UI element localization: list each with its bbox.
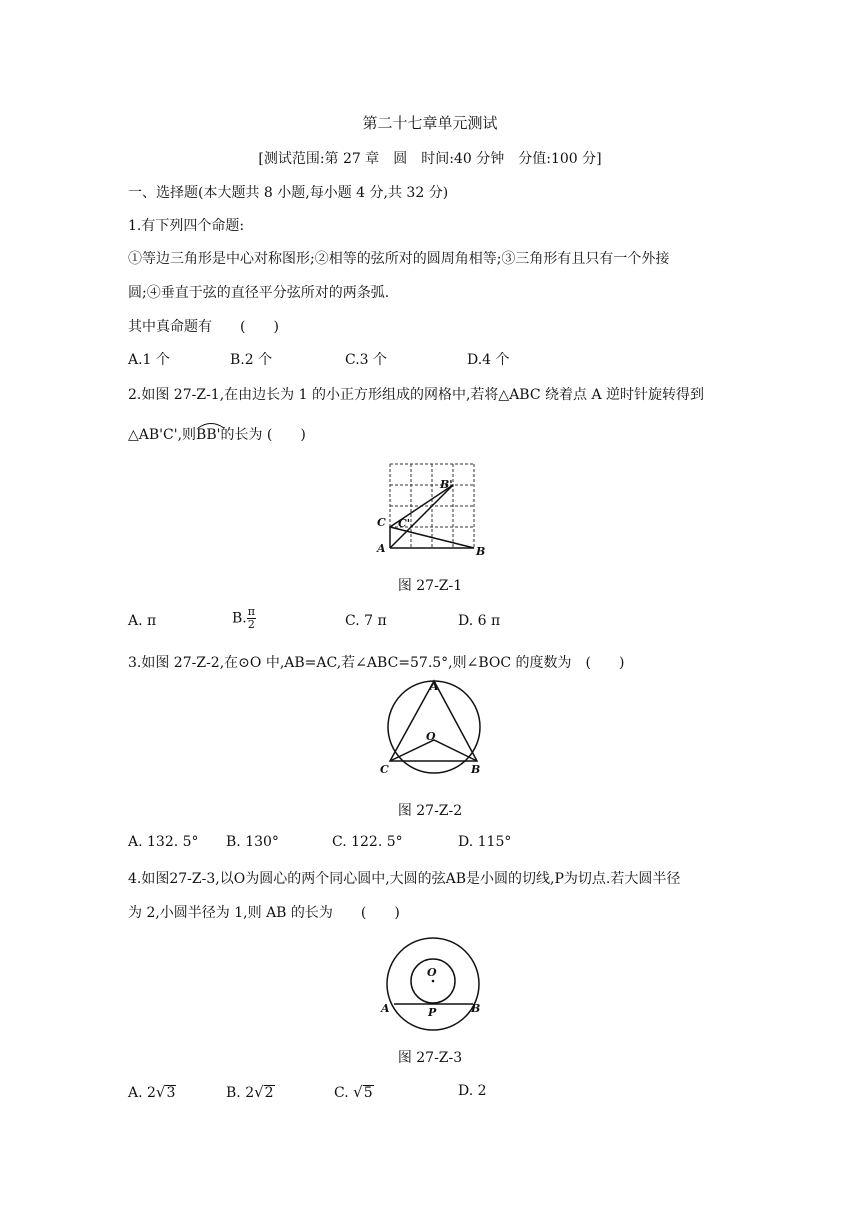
fig2-label-a: A [430, 680, 439, 693]
q4-option-c [334, 1083, 374, 1101]
fig3-label-a: A [381, 1002, 390, 1015]
q2-option-a: A. π [128, 613, 157, 629]
fig1-label-c: C [377, 516, 386, 529]
fig3-label-b: B [471, 1002, 481, 1015]
radicand: 2 [264, 1085, 274, 1101]
q1-line2: 圆;④垂直于弦的直径平分弦所对的两条弧. [128, 285, 390, 301]
sqrt-sign: √ [155, 1083, 166, 1101]
q4-line2: 为 2,小圆半径为 1,则 AB 的长为 ( ) [128, 905, 400, 921]
q1-option-b: B.2 个 [230, 352, 273, 368]
fig1-label-b-prime: B' [440, 478, 453, 491]
fig2-label-o: O [426, 730, 436, 743]
sqrt-sign: √ [254, 1083, 264, 1101]
q1-option-a: A.1 个 [128, 352, 170, 368]
q1-option-d: D.4 个 [467, 352, 510, 368]
figure-27-z-1-caption: 图 27-Z-1 [397, 578, 463, 594]
figure-27-z-2 [374, 678, 494, 778]
q4-option-b-prefix: B. 2 [226, 1085, 255, 1101]
q2-line2 [128, 424, 306, 444]
q2-option-b-prefix: B. [232, 610, 247, 627]
q1-line1: ①等边三角形是中心对称图形;②相等的弦所对的圆周角相等;③三角形有且只有一个外接 [128, 251, 670, 267]
figure-27-z-3 [374, 932, 494, 1032]
fig3-label-p: P [428, 1006, 437, 1019]
q2-option-b [232, 606, 256, 631]
q4-stem: 4.如图27-Z-3,以O为圆心的两个同心圆中,大圆的弦AB是小圆的切线,P为切点.若大圆半径 [128, 871, 681, 887]
center-point [432, 980, 435, 983]
q1-option-c: C.3 个 [345, 352, 388, 368]
q3-option-d: D. 115° [458, 834, 512, 850]
q3-stem: 3.如图 27-Z-2,在⊙O 中,AB=AC,若∠ABC=57.5°,则∠BOC 的度数为 ( ) [128, 655, 625, 671]
q4-option-b [226, 1083, 275, 1101]
page-title: 第二十七章单元测试 [362, 114, 498, 132]
arc-label: BB' [196, 427, 221, 443]
fig2-label-c: C [380, 763, 389, 776]
figure-27-z-1 [370, 458, 490, 558]
fig3-label-o: O [427, 966, 437, 979]
q2-stem: 2.如图 27-Z-1,在由边长为 1 的小正方形组成的网格中,若将△ABC 绕着点 A 逆时针旋转得到 [128, 387, 705, 403]
q2-line2-post: 的长为 ( ) [220, 427, 306, 443]
arc-bb-prime [196, 427, 220, 443]
q1-line3: 其中真命题有 ( ) [128, 319, 279, 335]
q3-option-b: B. 130° [226, 834, 279, 850]
q4-option-a [128, 1083, 176, 1101]
radicand: 3 [166, 1085, 176, 1101]
radicand: 5 [363, 1085, 373, 1101]
sqrt-sign: √ [353, 1083, 363, 1101]
fraction-denominator: 2 [247, 618, 255, 631]
arc-mark-icon [196, 421, 226, 429]
q4-option-a-prefix: A. 2 [128, 1085, 156, 1101]
q2-option-c: C. 7 π [345, 613, 387, 629]
q1-stem: 1.有下列四个命题: [128, 218, 245, 234]
q2-option-b-fraction [247, 606, 256, 631]
q2-option-d: D. 6 π [458, 613, 501, 629]
q4-option-d: D. 2 [458, 1083, 487, 1099]
fig1-label-a: A [377, 542, 386, 555]
test-scope: [测试范围:第 27 章 圆 时间:40 分钟 分值:100 分] [258, 151, 602, 167]
fig1-label-b: B [476, 545, 486, 558]
figure-27-z-3-caption: 图 27-Z-3 [397, 1050, 463, 1066]
section-heading: 一、选择题(本大题共 8 小题,每小题 4 分,共 32 分) [128, 185, 449, 201]
fraction-numerator: π [247, 605, 255, 618]
q2-line2-pre: △AB'C',则 [128, 427, 197, 443]
q4-option-c-prefix: C. [334, 1085, 354, 1101]
q3-option-c: C. 122. 5° [332, 834, 403, 850]
circle-o [388, 681, 480, 773]
q3-option-a: A. 132. 5° [128, 834, 199, 850]
fig2-label-b: B [471, 763, 481, 776]
fig1-label-c-prime: C' [398, 517, 411, 530]
figure-27-z-2-caption: 图 27-Z-2 [397, 803, 463, 819]
